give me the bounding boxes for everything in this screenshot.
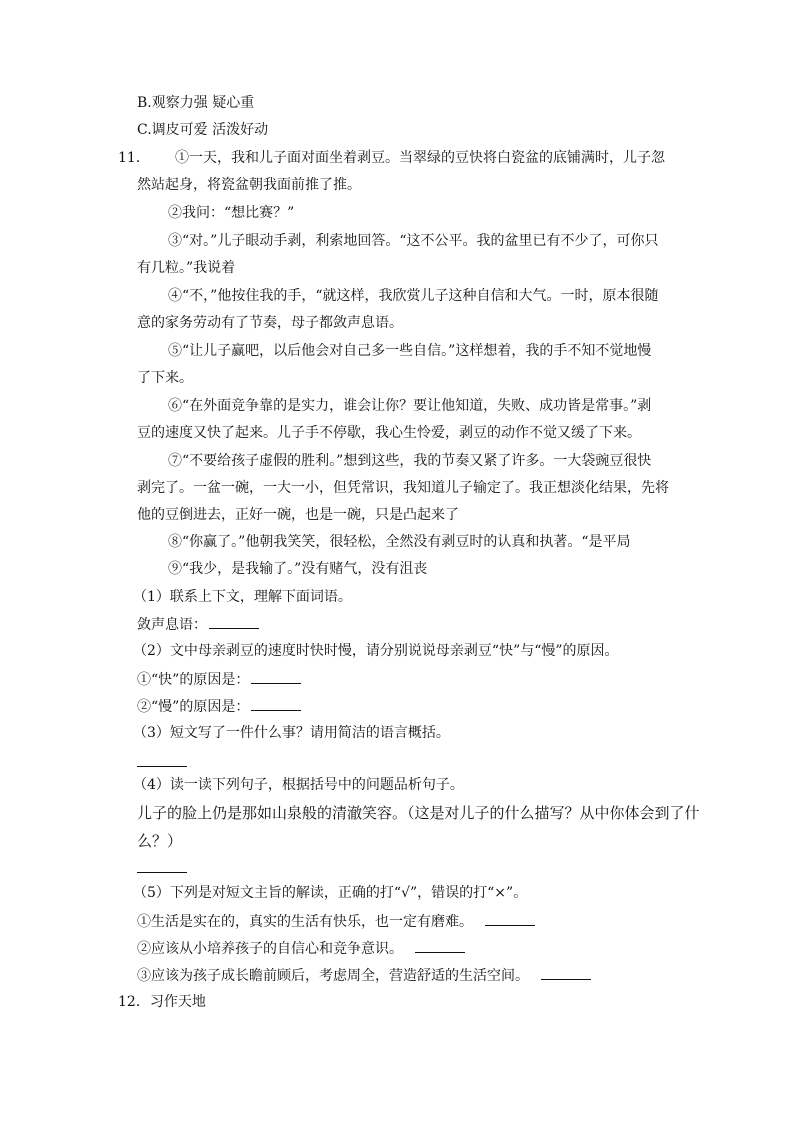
- sub-question-3: （3）短文写了一件什么事？请用简洁的语言概括。: [133, 725, 450, 741]
- sub-question-1: （1）联系上下文，理解下面词语。: [133, 589, 352, 605]
- analysis-sentence-line-2: 么？）: [137, 832, 183, 850]
- sub-question-2: （2）文中母亲剥豆的速度时快时慢，请分别说说母亲剥豆“快”与“慢”的原因。: [133, 643, 619, 659]
- statement-3: ③应该为孩子成长瞻前顾后，考虑周全，营造舒适的生活空间。: [137, 965, 591, 986]
- answer-blank[interactable]: [485, 911, 535, 926]
- question-11-number: 11．: [118, 150, 150, 166]
- answer-blank[interactable]: [415, 938, 465, 953]
- answer-blank[interactable]: [209, 614, 259, 629]
- sub-question-4: （4）读一读下列句子，根据括号中的问题品析句子。: [133, 777, 464, 793]
- answer-blank[interactable]: [137, 872, 187, 873]
- answer-line-fast: [137, 669, 301, 690]
- paragraph-5-line-1: ⑤“让儿子赢吧，以后他会对自己多一些自信。”这样想着，我的手不知不觉地慢: [168, 343, 652, 359]
- paragraph-5-line-2: 了下来。: [137, 370, 193, 386]
- answer-blank[interactable]: [251, 669, 301, 684]
- question-12-heading: 12．习作天地: [118, 994, 206, 1010]
- answer-line-term: [137, 614, 259, 635]
- paragraph-1-line-1: ①一天，我和儿子面对面坐着剥豆。当翠绿的豆快将白瓷盆的底铺满时，儿子忽: [175, 150, 665, 166]
- fast-reason-label: ①“快”的原因是：: [137, 672, 250, 688]
- option-b: B.观察力强 疑心重: [137, 95, 255, 111]
- paragraph-6-line-1: ⑥“在外面竞争靠的是实力，谁会让你？要让他知道，失败、成功皆是常事。”剥: [168, 398, 652, 414]
- paragraph-3-line-1: ③“对。”儿子眼动手剥，利索地回答。“这不公平。我的盆里已有不少了，可你只: [168, 233, 659, 249]
- option-c: C.调皮可爱 活泼好动: [137, 122, 269, 138]
- paragraph-1-line-2: 然站起身，将瓷盆朝我面前推了推。: [137, 177, 361, 193]
- paragraph-7-line-3: 他的豆倒进去，正好一碗，也是一碗，只是凸起来了: [137, 507, 459, 523]
- slow-reason-label: ②“慢”的原因是：: [137, 699, 250, 715]
- paragraph-2: ②我问：“想比赛？”: [168, 205, 295, 221]
- paragraph-4-line-1: ④“不，”他按住我的手，“就这样，我欣赏儿子这种自信和大气。一时，原本很随: [168, 288, 659, 304]
- answer-blank[interactable]: [251, 696, 301, 711]
- statement-2: ②应该从小培养孩子的自信心和竞争意识。: [137, 938, 465, 959]
- answer-line-slow: [137, 696, 301, 717]
- sub-question-5: （5）下列是对短文主旨的解读，正确的打“√”，错误的打“×”。: [133, 885, 528, 901]
- paragraph-6-line-2: 豆的速度又快了起来。儿子手不停歇，我心生怜爱，剥豆的动作不觉又缓了下来。: [137, 425, 641, 441]
- paragraph-8: ⑧“你赢了。”他朝我笑笑，很轻松，全然没有剥豆时的认真和执著。“是平局: [168, 534, 631, 550]
- answer-blank[interactable]: [137, 766, 187, 767]
- analysis-sentence-line-1: 儿子的脸上仍是那如山泉般的清澈笑容。（这是对儿子的什么描写？从中你体会到了什: [137, 804, 700, 822]
- paragraph-7-line-1: ⑦“不要给孩子虚假的胜利。”想到这些，我的节奏又紧了许多。一大袋豌豆很快: [168, 453, 652, 469]
- paragraph-7-line-2: 剥完了。一盆一碗，一大一小，但凭常识，我知道儿子输定了。我正想淡化结果，先将: [137, 480, 669, 496]
- term-label: 敛声息语：: [137, 617, 207, 633]
- answer-blank[interactable]: [541, 965, 591, 980]
- paragraph-9: ⑨“我少，是我输了。”没有赌气，没有沮丧: [168, 561, 428, 577]
- paragraph-3-line-2: 有几粒。”我说着: [137, 260, 236, 276]
- paragraph-4-line-2: 意的家务劳动有了节奏，母子都敛声息语。: [137, 315, 403, 331]
- statement-1: ①生活是实在的，真实的生活有快乐，也一定有磨难。: [137, 911, 535, 932]
